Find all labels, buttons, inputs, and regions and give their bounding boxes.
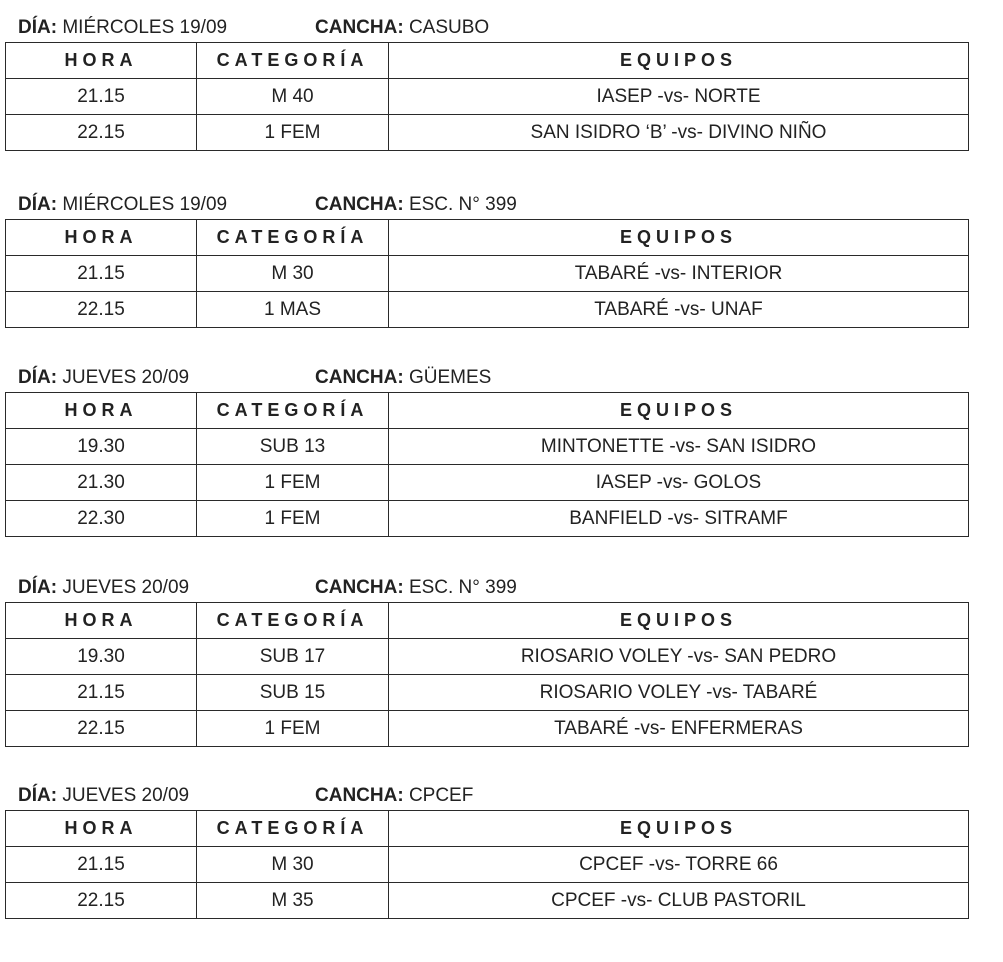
hora-cell: 22.15 <box>6 711 197 747</box>
hora-header: HORA <box>6 603 197 639</box>
table-row <box>6 639 969 675</box>
table-header-row <box>6 603 969 639</box>
hora-cell: 22.15 <box>6 883 197 919</box>
equipos-cell: CPCEF -vs- CLUB PASTORIL <box>389 883 969 919</box>
table-row <box>6 711 969 747</box>
cancha-value: ESC. N° 399 <box>408 194 517 215</box>
dia-value: JUEVES 20/09 <box>62 577 190 598</box>
categoria-cell: 1 FEM <box>197 465 389 501</box>
section-info <box>18 13 490 43</box>
hora-cell: 19.30 <box>6 639 197 675</box>
dia-label: DÍA: <box>18 17 58 38</box>
categoria-cell: SUB 17 <box>197 639 389 675</box>
table-header-row <box>6 393 969 429</box>
hora-header: HORA <box>6 393 197 429</box>
section-info <box>18 781 474 811</box>
categoria-header: CATEGORÍA <box>197 43 389 79</box>
cancha-value: GÜEMES <box>408 367 492 388</box>
hora-cell: 21.15 <box>6 847 197 883</box>
section-info <box>18 363 492 393</box>
equipos-cell: SAN ISIDRO ‘B’ -vs- DIVINO NIÑO <box>389 115 969 151</box>
hora-cell: 21.15 <box>6 79 197 115</box>
categoria-header: CATEGORÍA <box>197 603 389 639</box>
equipos-cell: TABARÉ -vs- INTERIOR <box>389 256 969 292</box>
schedule-table <box>5 42 969 151</box>
schedule-table <box>5 392 969 537</box>
categoria-cell: SUB 15 <box>197 675 389 711</box>
cancha-value: CASUBO <box>408 17 490 38</box>
table-row <box>6 847 969 883</box>
hora-cell: 22.30 <box>6 501 197 537</box>
table-row <box>6 292 969 328</box>
equipos-cell: TABARÉ -vs- ENFERMERAS <box>389 711 969 747</box>
cancha-info <box>315 13 489 43</box>
table-row <box>6 675 969 711</box>
dia-value: JUEVES 20/09 <box>62 367 190 388</box>
equipos-cell: CPCEF -vs- TORRE 66 <box>389 847 969 883</box>
hora-cell: 21.30 <box>6 465 197 501</box>
categoria-cell: SUB 13 <box>197 429 389 465</box>
table-row <box>6 256 969 292</box>
table-row <box>6 465 969 501</box>
equipos-cell: TABARÉ -vs- UNAF <box>389 292 969 328</box>
equipos-cell: BANFIELD -vs- SITRAMF <box>389 501 969 537</box>
categoria-cell: 1 FEM <box>197 501 389 537</box>
dia-label: DÍA: <box>18 577 58 598</box>
categoria-cell: M 30 <box>197 256 389 292</box>
cancha-label: CANCHA: <box>315 17 404 38</box>
equipos-cell: MINTONETTE -vs- SAN ISIDRO <box>389 429 969 465</box>
categoria-cell: M 40 <box>197 79 389 115</box>
table-row <box>6 501 969 537</box>
equipos-header: EQUIPOS <box>389 393 969 429</box>
hora-header: HORA <box>6 220 197 256</box>
equipos-header: EQUIPOS <box>389 43 969 79</box>
table-header-row <box>6 811 969 847</box>
schedule-table <box>5 219 969 328</box>
cancha-label: CANCHA: <box>315 785 404 806</box>
categoria-cell: 1 FEM <box>197 711 389 747</box>
equipos-cell: IASEP -vs- NORTE <box>389 79 969 115</box>
categoria-header: CATEGORÍA <box>197 220 389 256</box>
table-header-row <box>6 220 969 256</box>
equipos-header: EQUIPOS <box>389 220 969 256</box>
table-row <box>6 429 969 465</box>
dia-value: MIÉRCOLES 19/09 <box>62 194 228 215</box>
dia-label: DÍA: <box>18 194 58 215</box>
categoria-cell: M 35 <box>197 883 389 919</box>
cancha-info <box>315 781 473 811</box>
categoria-cell: 1 FEM <box>197 115 389 151</box>
equipos-cell: IASEP -vs- GOLOS <box>389 465 969 501</box>
hora-cell: 22.15 <box>6 292 197 328</box>
cancha-info <box>315 190 517 220</box>
section-info <box>18 190 517 220</box>
hora-header: HORA <box>6 811 197 847</box>
schedule-table <box>5 810 969 919</box>
cancha-value: CPCEF <box>408 785 474 806</box>
cancha-info <box>315 573 517 603</box>
equipos-cell: RIOSARIO VOLEY -vs- TABARÉ <box>389 675 969 711</box>
equipos-header: EQUIPOS <box>389 603 969 639</box>
hora-header: HORA <box>6 43 197 79</box>
cancha-label: CANCHA: <box>315 577 404 598</box>
equipos-cell: RIOSARIO VOLEY -vs- SAN PEDRO <box>389 639 969 675</box>
hora-cell: 21.15 <box>6 675 197 711</box>
dia-label: DÍA: <box>18 367 58 388</box>
hora-cell: 19.30 <box>6 429 197 465</box>
equipos-header: EQUIPOS <box>389 811 969 847</box>
dia-label: DÍA: <box>18 785 58 806</box>
table-header-row <box>6 43 969 79</box>
categoria-header: CATEGORÍA <box>197 393 389 429</box>
categoria-cell: M 30 <box>197 847 389 883</box>
dia-value: MIÉRCOLES 19/09 <box>62 17 228 38</box>
categoria-header: CATEGORÍA <box>197 811 389 847</box>
schedule-table <box>5 602 969 747</box>
cancha-label: CANCHA: <box>315 194 404 215</box>
hora-cell: 21.15 <box>6 256 197 292</box>
hora-cell: 22.15 <box>6 115 197 151</box>
categoria-cell: 1 MAS <box>197 292 389 328</box>
table-row <box>6 883 969 919</box>
section-info <box>18 573 517 603</box>
cancha-info <box>315 363 491 393</box>
table-row <box>6 115 969 151</box>
dia-value: JUEVES 20/09 <box>62 785 190 806</box>
cancha-label: CANCHA: <box>315 367 404 388</box>
cancha-value: ESC. N° 399 <box>408 577 517 598</box>
table-row <box>6 79 969 115</box>
